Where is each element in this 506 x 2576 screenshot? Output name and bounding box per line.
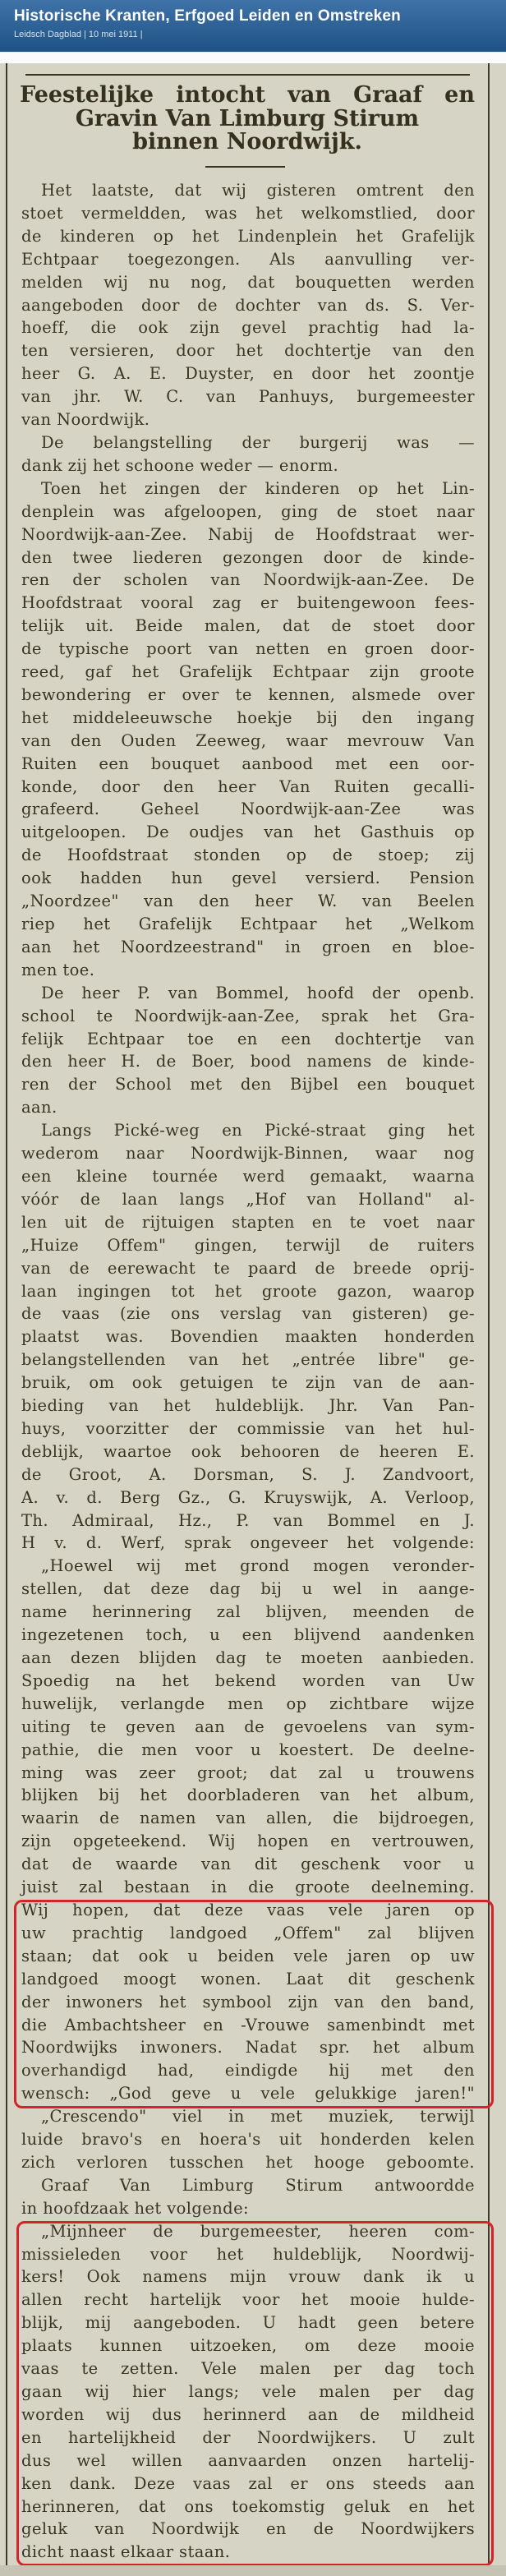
text-line: Spoedig na het bekend worden van Uw	[21, 1670, 475, 1690]
text-line: „Huize Offem" gingen, terwijl de ruiters	[21, 1235, 475, 1255]
text-line: luide bravo's en hoera's uit honderden kelen	[21, 2130, 475, 2150]
text-line: bieding van het huldeblijk. Jhr. Van Pan-	[21, 1396, 475, 1416]
text-line: Noordwijks inwoners. Nadat spr. het album	[21, 2038, 475, 2058]
text-line: blijk, mij aangeboden. U hadt geen betere	[21, 2313, 475, 2333]
text-line: uw prachtig landgoed „Offem" zal blijven	[21, 1923, 475, 1942]
text-line: riep het Grafelijk Echtpaar het „Welkom	[21, 915, 475, 933]
text-line: die Ambachtsheer en -Vrouwe samenbindt met	[21, 2015, 475, 2035]
text-line: „Crescendo" viel in met muziek, terwijl	[41, 2107, 475, 2127]
text-line: wederom naar Noordwijk-Binnen, waar nog	[21, 1144, 475, 1164]
text-line: dank zij het schoone weder — enorm.	[21, 455, 339, 475]
text-line: herinneren, dat ons toekomstig geluk en het	[21, 2496, 475, 2516]
text-line: waarin de namen van allen, die bijdroegen,	[21, 1809, 475, 1828]
text-line: en hartelijkheid der Noordwijkers. U zult	[21, 2427, 475, 2447]
text-line: H v. d. Werf, sprak ongeveer het volgende:	[21, 1533, 475, 1553]
text-line: ming was zeer groot; dat zal u trouwens	[21, 1763, 475, 1782]
text-line: ren der School met den Bijbel een bouquet	[21, 1075, 475, 1094]
text-line: denplein was afgeloopen, ging de stoet naar	[21, 501, 475, 521]
headline-line: Gravin Van Limburg Stirum	[75, 105, 420, 131]
text-line: de vaas (zie ons verslag van gisteren) ge-	[21, 1304, 475, 1324]
text-line: van de eerewacht te paard de breede oprij-	[21, 1258, 475, 1278]
text-line: den twee liederen gezongen door de kinde-	[21, 547, 475, 567]
text-line: „Hoewel wij met grond mogen veronder-	[41, 1556, 475, 1576]
text-line: felijk Echtpaar toe en een dochtertje van	[21, 1029, 475, 1048]
text-line: huys, voorzitter der commissie van het hul-	[21, 1418, 475, 1438]
text-line: men toe.	[21, 960, 95, 979]
text-line: A. v. d. Berg Gz., G. Kruyswijk, A. Verloop,	[21, 1487, 475, 1507]
text-line: school te Noordwijk-aan-Zee, sprak het Gra-	[21, 1006, 475, 1025]
text-line: Toen het zingen der kinderen op het Lin-	[41, 478, 475, 498]
site-title[interactable]: Historische Kranten, Erfgoed Leiden en Omstreken	[14, 7, 401, 25]
text-line: van jhr. W. C. van Panhuys, burgemeester	[21, 387, 475, 407]
text-line: telijk uit. Beide malen, dat de stoet door	[21, 616, 475, 636]
text-line: De belangstelling der burgerij was —	[41, 432, 475, 452]
top-rule	[25, 74, 470, 76]
text-line: een kleine tournée werd gemaakt, waarna	[21, 1166, 475, 1186]
text-line: Graaf Van Limburg Stirum antwoordde	[41, 2175, 475, 2195]
text-line: de kinderen op het Lindenplein het Grafelijk	[21, 226, 475, 246]
text-line: Langs Pické-weg en Pické-straat ging het	[41, 1121, 475, 1141]
text-line: het middeleeuwsche hoekje bij den ingang	[21, 707, 475, 727]
text-line: Wij hopen, dat deze vaas vele jaren op	[21, 1900, 475, 1919]
text-line: len uit de rijtuigen stapten en te voet naar	[21, 1212, 475, 1232]
text-line: ren der scholen van Noordwijk-aan-Zee. De	[21, 570, 475, 590]
text-line: van den Ouden Zeeweg, waar mevrouw Van	[21, 730, 475, 750]
text-line: De heer P. van Bommel, hoofd der openb.	[41, 983, 475, 1002]
text-line: ingezetenen toch, u een blijvend aandenken	[21, 1625, 475, 1645]
page-bottom	[0, 2565, 506, 2576]
text-line: de Hoofdstraat stonden op de stoep; zij	[21, 846, 475, 865]
text-line: belangstellenden van het „entrée libre" ge-	[21, 1350, 475, 1370]
text-line: de Groot, A. Dorsman, S. J. Zandvoort,	[21, 1464, 475, 1484]
text-line: dicht naast elkaar staan.	[21, 2542, 231, 2562]
text-line: overhandigd had, eindigde hij met den	[21, 2061, 475, 2081]
text-line: aan dezen blijden dag te moeten aanbieden.	[21, 1648, 475, 1667]
article-headline	[20, 84, 475, 154]
text-line: laan ingingen tot het groote gazon, waarop	[21, 1281, 475, 1301]
text-line: Het laatste, dat wij gisteren omtrent den	[41, 181, 475, 200]
text-line: Noordwijk-aan-Zee. Nabij de Hoofdstraat wer-	[21, 524, 475, 544]
text-line: plaats kunnen uitzoeken, om deze mooie	[21, 2336, 475, 2356]
text-line: ten versieren, door het dochtertje van den	[21, 341, 475, 361]
highlight-box-wish	[14, 1900, 494, 2108]
text-line: vaas te zetten. Vele malen per dag toch	[21, 2359, 475, 2379]
text-line: wensch: „God geve u vele gelukkige jaren!"	[21, 2084, 475, 2104]
text-line: vóór de laan langs „Hof van Holland" al-	[21, 1189, 475, 1209]
text-line: allen recht hartelijk voor het mooie hulde-	[21, 2290, 475, 2310]
text-line: staan; dat ook u beiden vele jaren op uw	[21, 1946, 475, 1965]
text-line: in hoofdzaak het volgende:	[21, 2198, 249, 2218]
text-line: aan.	[21, 1098, 58, 1117]
text-line: de typische poort van netten en groen door-	[21, 639, 475, 659]
text-line: uiting te geven aan de gevoelens van sym-	[21, 1717, 475, 1736]
text-line: konde, door den heer Van Ruiten gecalli-	[21, 776, 475, 796]
text-line: bewondering er over te kennen, alsmede over	[21, 684, 475, 704]
text-line: bruik, om ook getuigen te zijn van de aan-	[21, 1373, 475, 1393]
text-line: plaatst was. Bovendien maakten honderden	[21, 1327, 475, 1347]
text-line: „Mijnheer de burgemeester, heeren com-	[41, 2221, 475, 2241]
text-line: pathie, die men voor u koestert. De deelne-	[21, 1740, 475, 1759]
text-line: landgoed moogt wonen. Laat dit geschenk	[21, 1969, 475, 1988]
text-line: name herinnering zal blijven, meenden de	[21, 1602, 475, 1622]
text-line: Ruiten een bouquet aanbood met een oor-	[21, 753, 475, 773]
text-line: dus wel willen aanvaarden onzen hartelij-	[21, 2450, 475, 2470]
header-divider	[0, 52, 506, 64]
text-line: der inwoners het symbool zijn van den band,	[21, 1992, 475, 2011]
text-line: huwelijk, verlangde men op zichtbare wijze	[21, 1694, 475, 1713]
text-line: heer G. A. E. Duyster, en door het zoontje	[21, 364, 475, 384]
article-body	[21, 179, 475, 2564]
text-line: van Noordwijk.	[21, 410, 150, 430]
text-line: blijken bij het doorbladeren van het album,	[21, 1786, 475, 1805]
column-border-right	[488, 63, 490, 2565]
text-line: zijn opgeteekend. Wij hopen en vertrouwen,	[21, 1832, 475, 1851]
text-line: dat de waarde van dit geschenk voor u	[21, 1855, 475, 1874]
text-line: geluk van Noordwijk en de Noordwijkers	[21, 2519, 475, 2539]
text-line: „Noordzee" van den heer W. van Beelen	[21, 892, 475, 911]
text-line: worden wij dus herinnerd aan de mildheid	[21, 2404, 475, 2424]
text-line: aan het Noordzeestrand" in groen en bloe-	[21, 937, 475, 956]
text-line: missieleden voor het huldeblijk, Noordwij-	[21, 2244, 475, 2264]
text-line: ook hadden hun gevel versierd. Pension	[21, 869, 475, 888]
text-line: gaan wij hier langs; vele malen per dag	[21, 2382, 475, 2401]
site-header	[0, 0, 506, 52]
source-info: Leidsch Dagblad | 10 mei 1911 |	[14, 30, 143, 39]
text-line: hoeff, die ook zijn gevel prachtig had la-	[21, 318, 475, 338]
highlight-box-reply	[16, 2221, 494, 2566]
text-line: ken dank. Deze vaas zal er ons steeds aan	[21, 2473, 475, 2493]
text-line: kers! Ook namens mijn vrouw dank ik u	[21, 2267, 475, 2287]
headline-rule	[205, 166, 285, 168]
text-line: stoet vermeldden, was het welkomstlied, door	[21, 203, 475, 223]
text-line: Hoofdstraat vooral zag er buitengewoon fees-	[21, 593, 475, 613]
text-line: stellen, dat deze dag bij u wel in aange-	[21, 1579, 475, 1599]
text-line: aangeboden door de dochter van ds. S. Ver-	[21, 295, 475, 315]
text-line: reed, gaf het Grafelijk Echtpaar zijn groote	[21, 662, 475, 682]
text-line: Echtpaar toegezongen. Als aanvulling ver-	[21, 249, 475, 269]
text-line: zich verloren tusschen het hooge geboomte.	[21, 2152, 475, 2172]
column-border-left	[6, 63, 7, 2565]
text-line: Th. Admiraal, Hz., P. van Bommel en J.	[21, 1510, 475, 1530]
text-line: grafeerd. Geheel Noordwijk-aan-Zee was	[21, 800, 475, 819]
text-line: den heer H. de Boer, bood namens de kinde-	[21, 1052, 475, 1071]
text-line: melden wij nu nog, dat bouquetten werden	[21, 272, 475, 292]
headline-line: binnen Noordwijk.	[132, 129, 362, 154]
headline-line: Feestelijke intocht van Graaf en	[20, 82, 475, 108]
text-line: deblijk, waartoe ook behooren de heeren E.	[21, 1441, 475, 1461]
text-line: juist zal bestaan in die groote deelneming.	[21, 1878, 475, 1897]
text-line: uitgeloopen. De oudjes van het Gasthuis op	[21, 823, 475, 842]
